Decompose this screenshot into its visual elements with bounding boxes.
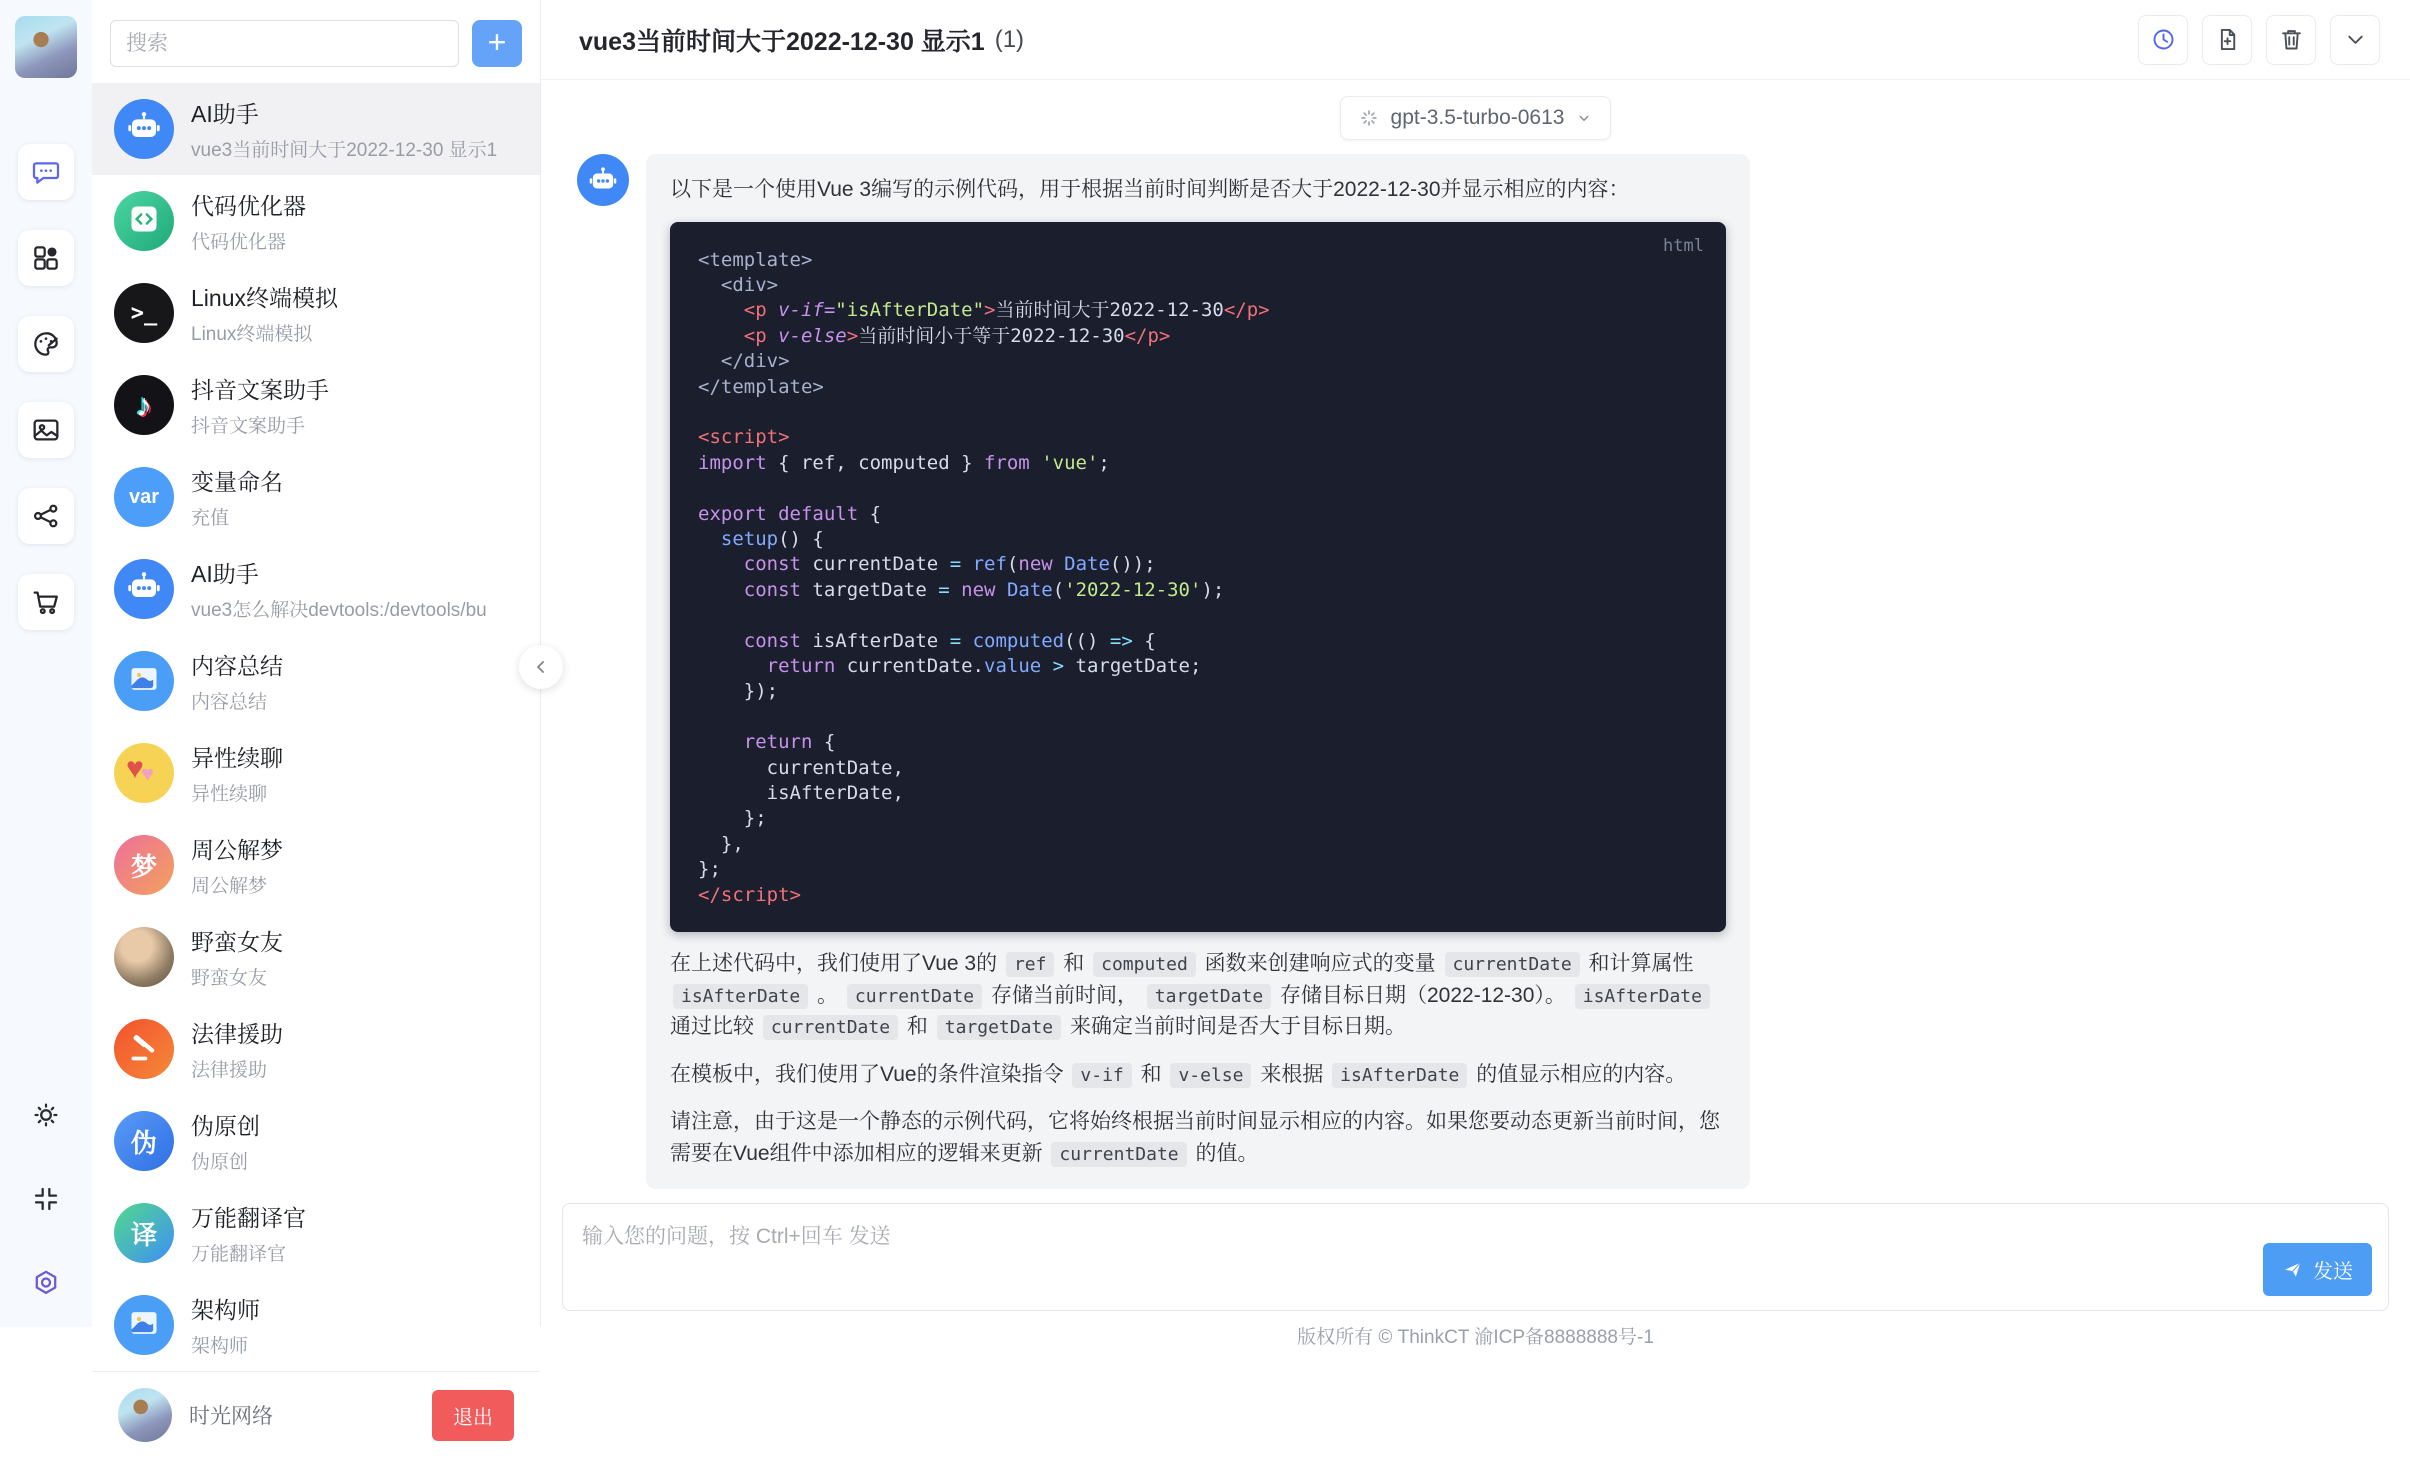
assistant-description: 伪原创 (191, 1152, 249, 1173)
inline-code: currentDate (763, 1015, 898, 1040)
assistant-item-6[interactable] (92, 635, 540, 727)
inline-code: v-if (1072, 1063, 1131, 1088)
assistant-name: AI助手 (191, 101, 259, 127)
rail-chat-bubble-button[interactable] (18, 144, 74, 200)
assistant-description: 内容总结 (191, 692, 268, 713)
assistant-meta (191, 280, 338, 346)
compress-icon (30, 1183, 62, 1215)
assistant-meta (191, 1200, 306, 1266)
assistant-list (92, 83, 540, 1371)
inline-code: currentDate (1445, 952, 1580, 977)
search-row (92, 0, 540, 83)
assistant-meta (191, 832, 283, 898)
inline-code: isAfterDate (1575, 984, 1710, 1009)
assistant-name: 周公解梦 (191, 837, 283, 863)
trash-icon (2278, 26, 2305, 53)
history-clock-button[interactable] (2138, 15, 2188, 65)
inline-code: isAfterDate (673, 984, 808, 1009)
assistant-avatar (114, 191, 174, 251)
assistant-item-11[interactable] (92, 1095, 540, 1187)
assistant-avatar (114, 927, 174, 987)
assistant-meta (191, 740, 283, 806)
assistant-avatar (114, 1019, 174, 1079)
music-icon: ♪ (136, 386, 152, 423)
assistant-name: 伪原创 (191, 1113, 260, 1139)
assistant-message-avatar (577, 154, 629, 206)
assistant-avatar (114, 283, 174, 343)
chat-bubble-icon (30, 156, 62, 188)
assistant-item-7[interactable] (92, 727, 540, 819)
assistant-item-9[interactable] (92, 911, 540, 1003)
new-file-button[interactable] (2202, 15, 2252, 65)
assistant-meta (191, 1292, 260, 1358)
assistant-name: AI助手 (191, 561, 259, 587)
code-language-label: html (1663, 235, 1704, 256)
rail-gear-button[interactable] (18, 1255, 74, 1311)
model-name: gpt-3.5-turbo-0613 (1390, 106, 1565, 129)
assistant-meta (191, 924, 283, 990)
code-content: <template> <div> <p v-if="isAfterDate">当前时间大于2022-12-30</p> <p v-else>当前时间小于等于2022-12-30</p> </div> </template> <script> import { ref, computed } from 'vue'; export default { setup() { const currentDate = ref(new Date()); const targetDate = new Date('2022-12-30'); const isAfterDate = computed(() => { return currentDate.value > targetDate; }); return { currentDate, isAfterDate, }; }, }; </script> (698, 248, 1270, 906)
history-clock-icon (2150, 26, 2177, 53)
assistant-meta (191, 1108, 260, 1174)
assistant-name: 万能翻译官 (191, 1205, 306, 1231)
explanation-paragraph-2: 请注意，由于这是一个静态的示例代码，它将始终根据当前时间显示相应的内容。如果您要动态更新当前时间，您需要在Vue组件中添加相应的逻辑来更新 currentDate 的值。 (670, 1110, 1720, 1165)
assistant-avatar (114, 743, 174, 803)
inline-code: targetDate (937, 1015, 1061, 1040)
picture-icon (124, 659, 164, 704)
assistant-description: 抖音文案助手 (191, 416, 306, 437)
assistant-name: Linux终端模拟 (191, 285, 338, 311)
assistant-message-row (577, 154, 2374, 1189)
assistant-description: 野蛮女友 (191, 968, 268, 989)
message-input[interactable] (563, 1204, 2388, 1310)
assistant-description: vue3当前时间大于2022-12-30 显示1 (191, 140, 498, 161)
assistant-name: 法律援助 (191, 1021, 283, 1047)
new-file-icon (2214, 26, 2241, 53)
assistant-description: 代码优化器 (191, 232, 287, 253)
terminal-icon: >_ (130, 300, 158, 326)
assistant-item-3[interactable] (92, 359, 540, 451)
page-title: vue3当前时间大于2022-12-30 显示1 (579, 27, 985, 56)
rail-bottom (18, 1087, 74, 1311)
chevron-down-icon (1575, 109, 1593, 127)
search-input[interactable] (110, 20, 459, 67)
shopping-cart-icon (30, 586, 62, 618)
sidebar-footer (92, 1371, 540, 1458)
footer-user-name: 时光网络 (189, 1405, 273, 1428)
assistant-meta (191, 464, 283, 530)
inline-code: ref (1006, 952, 1055, 977)
rail-compress-button[interactable] (18, 1171, 74, 1227)
gavel-icon (124, 1027, 164, 1072)
chevron-down-button[interactable] (2330, 15, 2380, 65)
inline-code: targetDate (1147, 984, 1271, 1009)
share-nodes-icon (30, 500, 62, 532)
assistant-avatar (114, 651, 174, 711)
inline-code: computed (1093, 952, 1196, 977)
assistant-item-5[interactable] (92, 543, 540, 635)
inline-code: currentDate (1051, 1142, 1186, 1167)
send-button-label: 发送 (2313, 1261, 2353, 1284)
chat-header (541, 0, 2410, 80)
add-assistant-button[interactable]: + (472, 20, 522, 67)
assistant-avatar: 梦 (114, 835, 174, 895)
inline-code: currentDate (847, 984, 982, 1009)
assistant-description: vue3怎么解决devtools:/devtools/bu (191, 600, 487, 621)
rail-shopping-cart-button[interactable] (18, 574, 74, 630)
trash-button[interactable] (2266, 15, 2316, 65)
rail-palette-button[interactable] (18, 316, 74, 372)
assistant-meta (191, 188, 306, 254)
palette-icon (30, 328, 62, 360)
assistant-description: 异性续聊 (191, 784, 268, 805)
assistant-name: 变量命名 (191, 469, 283, 495)
assistant-item-13[interactable] (92, 1279, 540, 1371)
assistant-name: 架构师 (191, 1297, 260, 1323)
assistant-name: 野蛮女友 (191, 929, 283, 955)
assistant-item-1[interactable] (92, 175, 540, 267)
explanation-paragraph-0: 在上述代码中，我们使用了Vue 3的 ref 和 computed 函数来创建响应式的变量 currentDate 和计算属性 isAfterDate 。 currentDate 存储当前时间， targetDate 存储目标日期（2022-12-30）。 isAfterDate 通过比较 currentDate 和 targetDate 来确定当前时间是否大于目标日期。 (670, 948, 1726, 1043)
assistant-item-10[interactable] (92, 1003, 540, 1095)
chevron-down-icon (2342, 26, 2369, 53)
apps-grid-icon (30, 242, 62, 274)
assistant-sidebar (92, 0, 541, 1429)
assistant-item-4[interactable] (92, 451, 540, 543)
assistant-meta (191, 96, 497, 162)
rail-apps-grid-button[interactable] (18, 230, 74, 286)
assistant-item-8[interactable] (92, 819, 540, 911)
assistant-name: 内容总结 (191, 653, 283, 679)
robot-icon (124, 567, 164, 612)
explanation-paragraph-1: 在模板中，我们使用了Vue的条件渲染指令 v-if 和 v-else 来根据 isAfterDate 的值显示相应的内容。 (670, 1062, 1687, 1086)
rail-image-button[interactable] (18, 402, 74, 458)
rail-sun-button[interactable] (18, 1087, 74, 1143)
assistant-meta (191, 648, 283, 714)
assistant-description: 法律援助 (191, 1060, 268, 1081)
code-icon (124, 199, 164, 244)
inline-code: isAfterDate (1332, 1063, 1467, 1088)
code-block (670, 222, 1726, 933)
assistant-avatar (114, 99, 174, 159)
assistant-description: 充值 (191, 508, 230, 529)
chat-scroll-area (541, 80, 2410, 1189)
model-selector[interactable] (1340, 96, 1612, 140)
logout-button[interactable]: 退出 (432, 1390, 514, 1441)
copyright-text: 版权所有 © ThinkCT 渝ICP备8888888号-1 (1297, 1327, 1654, 1349)
rail-top (18, 144, 74, 630)
assistant-meta (191, 556, 487, 622)
footer-user-avatar (118, 1388, 172, 1442)
assistant-description: 架构师 (191, 1336, 249, 1357)
assistant-description: Linux终端模拟 (191, 324, 313, 345)
assistant-item-2[interactable] (92, 267, 540, 359)
assistant-meta (191, 372, 329, 438)
user-avatar[interactable] (15, 16, 77, 78)
assistant-name: 代码优化器 (191, 193, 306, 219)
header-actions (2138, 15, 2380, 65)
message-count: (1) (994, 25, 1025, 53)
composer (562, 1203, 2389, 1311)
message-intro-text: 以下是一个使用Vue 3编写的示例代码，用于根据当前时间判断是否大于2022-12-30并显示相应的内容： (670, 178, 1630, 201)
assistant-message-bubble (646, 154, 1750, 1189)
icon-rail (0, 0, 92, 1327)
paper-plane-icon (2282, 1259, 2303, 1280)
collapse-sidebar-handle[interactable] (519, 645, 563, 689)
sun-icon (30, 1099, 62, 1131)
chat-main (541, 0, 2410, 1349)
robot-icon (586, 163, 620, 197)
assistant-description: 周公解梦 (191, 876, 268, 897)
assistant-avatar: 伪 (114, 1111, 174, 1171)
assistant-avatar (114, 559, 174, 619)
assistant-item-0[interactable] (92, 83, 540, 175)
message-explanation (670, 948, 1726, 1169)
hearts-icon: ♥ ♥ (126, 751, 155, 786)
assistant-avatar: 译 (114, 1203, 174, 1263)
picture-icon (124, 1303, 164, 1348)
assistant-avatar (114, 375, 174, 435)
assistant-description: 万能翻译官 (191, 1244, 287, 1265)
sparkle-icon (1358, 107, 1380, 129)
chevron-left-icon (531, 657, 551, 677)
gear-icon (30, 1267, 62, 1299)
robot-icon (124, 107, 164, 152)
assistant-name: 抖音文案助手 (191, 377, 329, 403)
send-button[interactable] (2263, 1243, 2372, 1296)
image-icon (30, 414, 62, 446)
assistant-name: 异性续聊 (191, 745, 283, 771)
assistant-meta (191, 1016, 283, 1082)
rail-share-nodes-button[interactable] (18, 488, 74, 544)
inline-code: v-else (1170, 1063, 1251, 1088)
assistant-avatar (114, 1295, 174, 1355)
assistant-item-12[interactable] (92, 1187, 540, 1279)
assistant-avatar: var (114, 467, 174, 527)
